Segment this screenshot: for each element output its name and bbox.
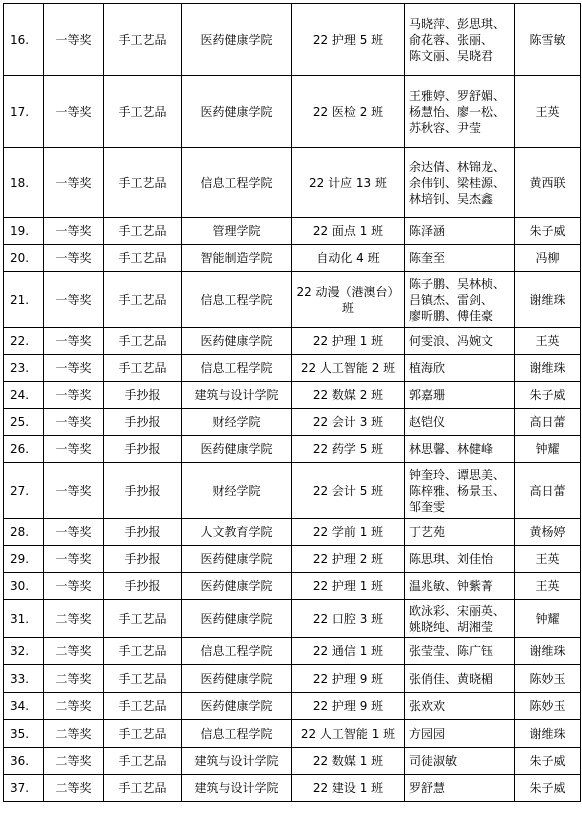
member-line: 陈泽涵 (409, 224, 446, 238)
award-category: 手抄报 (104, 463, 182, 519)
row-number: 26. (4, 436, 44, 463)
college-name: 建筑与设计学院 (182, 748, 292, 775)
college-name: 医药健康学院 (182, 328, 292, 355)
class-name: 22 护理 9 班 (292, 665, 405, 693)
class-name: 22 建设 1 班 (292, 775, 405, 802)
row-number: 24. (4, 382, 44, 409)
award-category: 手工艺品 (104, 665, 182, 693)
table-row (4, 600, 581, 638)
table-row (4, 665, 581, 693)
teacher-name: 高日蕾 (515, 463, 581, 519)
member-names (405, 600, 515, 638)
teacher-name: 朱子威 (515, 218, 581, 245)
class-name: 22 学前 1 班 (292, 519, 405, 546)
member-line: 姚晓纯、胡湘莹 (409, 619, 494, 634)
college-name: 医药健康学院 (182, 693, 292, 720)
teacher-name: 黄杨婷 (515, 519, 581, 546)
award-level: 一等奖 (44, 218, 104, 245)
college-name: 医药健康学院 (182, 4, 292, 76)
college-name: 财经学院 (182, 409, 292, 436)
row-number: 32. (4, 638, 44, 665)
award-level: 一等奖 (44, 4, 104, 76)
table-row (4, 148, 581, 218)
member-line: 温兆敏、钟紫菁 (409, 579, 494, 593)
member-line: 张俏佳、黄晓楣 (409, 671, 494, 686)
table-row (4, 272, 581, 328)
table-row (4, 245, 581, 272)
award-category: 手抄报 (104, 409, 182, 436)
member-names (405, 148, 515, 218)
member-names (405, 665, 515, 693)
teacher-name: 钟耀 (515, 600, 581, 638)
award-category: 手抄报 (104, 436, 182, 463)
award-level: 二等奖 (44, 720, 104, 748)
member-line: 陈奎至 (409, 251, 446, 265)
member-line: 杨慧怡、廖一松、 (409, 104, 506, 119)
class-name: 22 面点 1 班 (292, 218, 405, 245)
award-category: 手工艺品 (104, 748, 182, 775)
member-line: 何雯浪、冯婉文 (409, 334, 494, 348)
class-name: 22 会计 3 班 (292, 409, 405, 436)
table-row (4, 436, 581, 463)
table-row (4, 693, 581, 720)
member-line: 陈子鹏、吴林桢、 (409, 276, 506, 291)
class-name: 22 通信 1 班 (292, 638, 405, 665)
table-row (4, 638, 581, 665)
award-category: 手抄报 (104, 546, 182, 573)
award-level: 一等奖 (44, 573, 104, 600)
row-number: 37. (4, 775, 44, 802)
teacher-name: 谢维珠 (515, 355, 581, 382)
member-line: 植海欣 (409, 361, 446, 375)
award-level: 一等奖 (44, 245, 104, 272)
member-line: 林培钊、吴杰鑫 (409, 191, 494, 206)
row-number: 35. (4, 720, 44, 748)
teacher-name: 陈妙玉 (515, 665, 581, 693)
teacher-name: 谢维珠 (515, 638, 581, 665)
table-row (4, 355, 581, 382)
member-line: 欧泳彩、宋丽英、 (409, 603, 506, 618)
member-names (405, 355, 515, 382)
row-number: 34. (4, 693, 44, 720)
award-level: 一等奖 (44, 355, 104, 382)
teacher-name: 朱子威 (515, 748, 581, 775)
college-name: 建筑与设计学院 (182, 775, 292, 802)
college-name: 医药健康学院 (182, 573, 292, 600)
class-name: 22 数媒 2 班 (292, 382, 405, 409)
teacher-name: 王英 (515, 76, 581, 148)
member-line: 张莹莹、陈广钰 (409, 644, 494, 658)
row-number: 33. (4, 665, 44, 693)
class-name: 22 动漫（港澳台）班 (292, 272, 405, 328)
member-names (405, 272, 515, 328)
award-level: 二等奖 (44, 693, 104, 720)
class-name: 22 口腔 3 班 (292, 600, 405, 638)
member-line: 方园园 (409, 726, 446, 741)
row-number: 23. (4, 355, 44, 382)
member-line: 廖昕鹏、傅佳豪 (409, 308, 494, 323)
class-name: 22 人工智能 1 班 (292, 720, 405, 748)
member-line: 罗舒慧 (409, 781, 446, 795)
award-category: 手工艺品 (104, 76, 182, 148)
award-table (3, 3, 581, 802)
teacher-name: 陈雪敏 (515, 4, 581, 76)
row-number: 18. (4, 148, 44, 218)
college-name: 医药健康学院 (182, 436, 292, 463)
row-number: 31. (4, 600, 44, 638)
member-line: 司徒淑敏 (409, 754, 458, 768)
teacher-name: 王英 (515, 573, 581, 600)
award-category: 手抄报 (104, 573, 182, 600)
member-names (405, 463, 515, 519)
table-row (4, 76, 581, 148)
class-name: 自动化 4 班 (292, 245, 405, 272)
class-name: 22 人工智能 2 班 (292, 355, 405, 382)
award-category: 手工艺品 (104, 218, 182, 245)
college-name: 信息工程学院 (182, 355, 292, 382)
member-line: 邹奎雯 (409, 499, 446, 514)
member-names (405, 720, 515, 748)
table-row (4, 463, 581, 519)
member-names (405, 638, 515, 665)
member-names (405, 693, 515, 720)
award-level: 一等奖 (44, 272, 104, 328)
award-category: 手工艺品 (104, 600, 182, 638)
member-line: 赵铠仪 (409, 415, 446, 429)
college-name: 医药健康学院 (182, 546, 292, 573)
member-line: 俞花蓉、张丽、 (409, 32, 494, 47)
member-names (405, 218, 515, 245)
member-line: 郭嘉珊 (409, 388, 446, 402)
award-category: 手工艺品 (104, 148, 182, 218)
member-line: 张欢欢 (409, 699, 446, 713)
member-line: 马晓萍、彭思琪、 (409, 16, 506, 31)
teacher-name: 朱子威 (515, 382, 581, 409)
award-level: 二等奖 (44, 638, 104, 665)
college-name: 智能制造学院 (182, 245, 292, 272)
member-names (405, 4, 515, 76)
college-name: 财经学院 (182, 463, 292, 519)
member-line: 余达倩、林锦龙、 (409, 159, 506, 174)
row-number: 28. (4, 519, 44, 546)
award-category: 手工艺品 (104, 638, 182, 665)
table-row (4, 573, 581, 600)
college-name: 医药健康学院 (182, 600, 292, 638)
row-number: 16. (4, 4, 44, 76)
class-name: 22 数媒 1 班 (292, 748, 405, 775)
member-names (405, 519, 515, 546)
table-row (4, 546, 581, 573)
class-name: 22 护理 1 班 (292, 328, 405, 355)
table-row (4, 409, 581, 436)
class-name: 22 会计 5 班 (292, 463, 405, 519)
member-line: 吕镇杰、雷剑、 (409, 292, 494, 307)
award-category: 手工艺品 (104, 245, 182, 272)
member-line: 丁艺苑 (409, 525, 446, 539)
row-number: 19. (4, 218, 44, 245)
class-name: 22 护理 2 班 (292, 546, 405, 573)
award-category: 手工艺品 (104, 328, 182, 355)
award-category: 手工艺品 (104, 775, 182, 802)
member-names (405, 328, 515, 355)
award-level: 一等奖 (44, 382, 104, 409)
award-level: 一等奖 (44, 463, 104, 519)
college-name: 医药健康学院 (182, 76, 292, 148)
table-row (4, 775, 581, 802)
member-names (405, 748, 515, 775)
college-name: 信息工程学院 (182, 720, 292, 748)
award-category: 手工艺品 (104, 355, 182, 382)
table-row (4, 218, 581, 245)
teacher-name: 谢维珠 (515, 720, 581, 748)
award-level: 一等奖 (44, 409, 104, 436)
member-names (405, 775, 515, 802)
teacher-name: 王英 (515, 328, 581, 355)
award-level: 一等奖 (44, 328, 104, 355)
award-category: 手抄报 (104, 519, 182, 546)
award-category: 手工艺品 (104, 4, 182, 76)
college-name: 医药健康学院 (182, 665, 292, 693)
college-name: 建筑与设计学院 (182, 382, 292, 409)
row-number: 25. (4, 409, 44, 436)
table-row (4, 4, 581, 76)
member-line: 苏秋容、尹莹 (409, 120, 482, 135)
member-names (405, 409, 515, 436)
member-names (405, 546, 515, 573)
member-names (405, 382, 515, 409)
row-number: 17. (4, 76, 44, 148)
college-name: 信息工程学院 (182, 148, 292, 218)
award-level: 一等奖 (44, 546, 104, 573)
member-line: 陈文丽、吴晓君 (409, 48, 494, 63)
member-names (405, 573, 515, 600)
row-number: 22. (4, 328, 44, 355)
award-category: 手工艺品 (104, 720, 182, 748)
teacher-name: 黄西联 (515, 148, 581, 218)
member-line: 陈梓雅、杨景玉、 (409, 483, 506, 498)
row-number: 30. (4, 573, 44, 600)
member-names (405, 76, 515, 148)
member-line: 余伟钊、梁桂源、 (409, 175, 506, 190)
teacher-name: 谢维珠 (515, 272, 581, 328)
teacher-name: 朱子威 (515, 775, 581, 802)
award-level: 二等奖 (44, 748, 104, 775)
member-names (405, 436, 515, 463)
teacher-name: 陈妙玉 (515, 693, 581, 720)
award-category: 手抄报 (104, 382, 182, 409)
award-table-body (4, 4, 581, 802)
award-level: 一等奖 (44, 76, 104, 148)
award-level: 一等奖 (44, 436, 104, 463)
member-line: 陈思琪、刘佳怡 (409, 552, 494, 566)
member-line: 林思馨、林健峰 (409, 442, 494, 456)
college-name: 信息工程学院 (182, 272, 292, 328)
row-number: 21. (4, 272, 44, 328)
college-name: 信息工程学院 (182, 638, 292, 665)
award-category: 手工艺品 (104, 272, 182, 328)
award-level: 二等奖 (44, 665, 104, 693)
class-name: 22 医检 2 班 (292, 76, 405, 148)
row-number: 20. (4, 245, 44, 272)
row-number: 36. (4, 748, 44, 775)
class-name: 22 计应 13 班 (292, 148, 405, 218)
award-category: 手工艺品 (104, 693, 182, 720)
row-number: 29. (4, 546, 44, 573)
member-line: 王雅婷、罗舒媚、 (409, 88, 506, 103)
award-level: 一等奖 (44, 519, 104, 546)
table-row (4, 328, 581, 355)
member-line: 钟奎玲、谭思美、 (409, 467, 506, 482)
teacher-name: 冯柳 (515, 245, 581, 272)
college-name: 人文教育学院 (182, 519, 292, 546)
table-row (4, 519, 581, 546)
table-row (4, 720, 581, 748)
teacher-name: 钟耀 (515, 436, 581, 463)
table-row (4, 748, 581, 775)
college-name: 管理学院 (182, 218, 292, 245)
class-name: 22 护理 9 班 (292, 693, 405, 720)
class-name: 22 护理 1 班 (292, 573, 405, 600)
award-level: 二等奖 (44, 600, 104, 638)
row-number: 27. (4, 463, 44, 519)
award-level: 一等奖 (44, 148, 104, 218)
class-name: 22 护理 5 班 (292, 4, 405, 76)
teacher-name: 高日蕾 (515, 409, 581, 436)
table-row (4, 382, 581, 409)
class-name: 22 药学 5 班 (292, 436, 405, 463)
teacher-name: 王英 (515, 546, 581, 573)
award-level: 二等奖 (44, 775, 104, 802)
member-names (405, 245, 515, 272)
